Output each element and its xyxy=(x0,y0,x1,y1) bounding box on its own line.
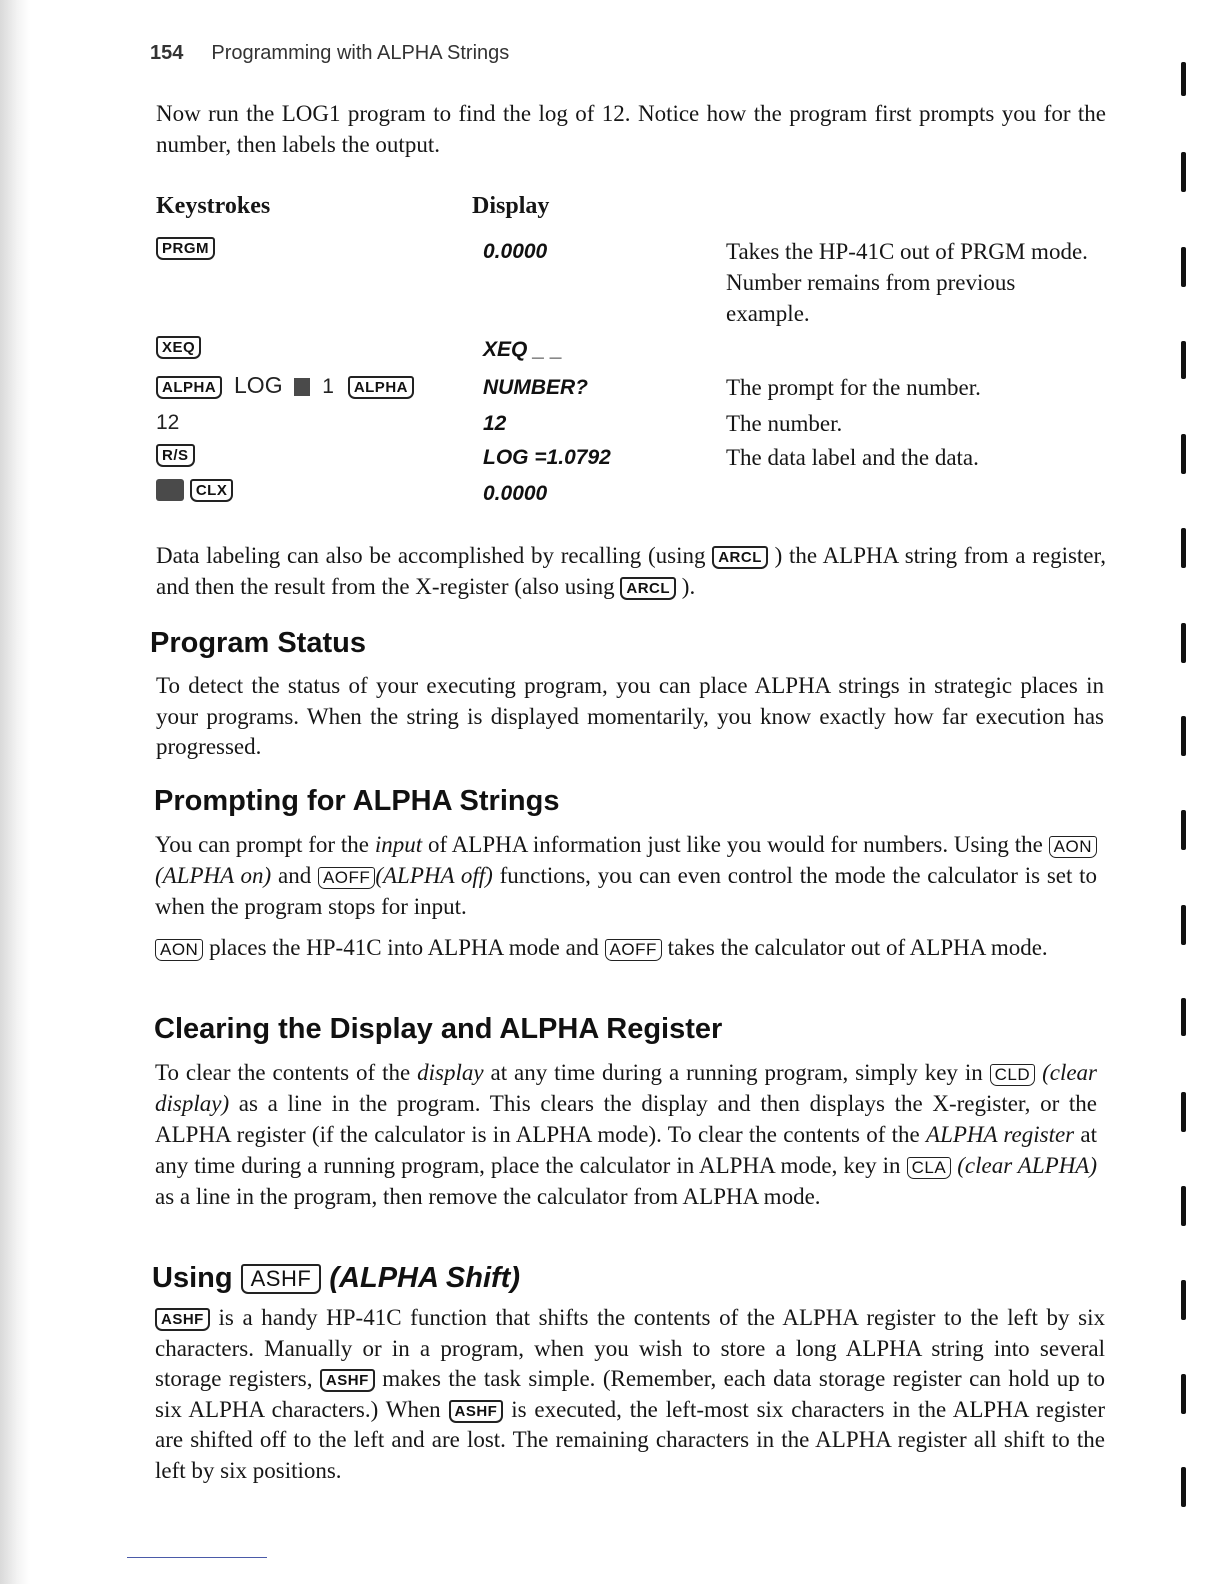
page-number: 154 xyxy=(150,42,184,64)
xeq-key: XEQ xyxy=(156,336,201,359)
display-cell: 0.0000 xyxy=(483,482,548,505)
binding-hole xyxy=(1181,623,1186,663)
keystroke-cell: 12 xyxy=(156,411,180,434)
footnote-rule xyxy=(127,1557,267,1558)
keystroke-cell xyxy=(156,372,414,399)
shift-key-icon xyxy=(294,378,310,396)
labeling-paragraph: Data labeling can also be accomplished by recalling (using ARCL ) the ALPHA string from a register, and then the result from the X-register (also using ARCL ). xyxy=(156,543,1107,599)
intro-paragraph: Now run the LOG1 program to find the log of 12. Notice how the program first prompts you for the number, then labels the output. xyxy=(156,101,1106,157)
alpha-key: ALPHA xyxy=(348,376,414,399)
ashf-key: ASHF xyxy=(320,1369,375,1392)
clearing-heading: Clearing the Display and ALPHA Register xyxy=(154,1013,723,1045)
ashf-key: ASHF xyxy=(241,1264,322,1294)
description-cell: Takes the HP-41C out of PRGM mode. Number remains from previous example. xyxy=(726,239,1088,326)
binding-hole xyxy=(1181,247,1186,287)
binding-hole xyxy=(1181,1280,1186,1320)
binding-hole xyxy=(1181,152,1186,192)
ashf-paragraph: ASHF is a handy HP-41C function that shifts the contents of the ALPHA register to the left by six characters. Manually or in a program, when you wish to store a long ALPHA string into several storage registers, ASHF makes the task simple. (Remember, each data storage register can hold up to six ALPHA characters.) When ASHF is executed, the left-most six characters in the ALPHA register are shifted off to the left and are lost. The remaining characters in the ALPHA register all shift to the left by six positions. xyxy=(155,1305,1106,1483)
ashf-key: ASHF xyxy=(449,1400,504,1423)
prompting-heading: Prompting for ALPHA Strings xyxy=(154,785,560,817)
binding-hole xyxy=(1181,716,1186,756)
description-cell: The number. xyxy=(726,411,843,436)
binding-hole xyxy=(1181,1186,1186,1226)
keystrokes-heading: Keystrokes xyxy=(156,193,271,219)
binding-hole xyxy=(1181,434,1186,474)
keystroke-cell xyxy=(156,335,201,359)
description-cell: The data label and the data. xyxy=(726,445,979,470)
alpha-key: ALPHA xyxy=(156,376,222,399)
binding-hole xyxy=(1181,528,1186,568)
prompting-paragraph-1: You can prompt for the input of ALPHA information just like you would for numbers. Using the AON(ALPHA on) and AOFF (ALPHA off) functions, you can even control the mode the calculator is set to when the program stops for input. xyxy=(155,832,1098,919)
aoff-key: AOFF xyxy=(605,939,662,961)
ashf-heading: Using ASHF (ALPHA Shift) xyxy=(152,1262,520,1294)
keystroke-cell xyxy=(156,478,233,502)
binding-hole xyxy=(1181,905,1186,945)
description-cell: The prompt for the number. xyxy=(726,375,981,400)
arcl-key: ARCL xyxy=(620,577,676,600)
running-title: Programming with ALPHA Strings xyxy=(211,42,510,64)
display-heading: Display xyxy=(472,193,550,219)
binding-hole xyxy=(1181,1092,1186,1132)
binding-hole xyxy=(1181,62,1186,96)
binding-hole xyxy=(1181,810,1186,850)
program-status-paragraph: To detect the status of your executing program, you can place ALPHA strings in strategic places in your programs. When the string is displayed momentarily, you know exactly how far execution has progressed. xyxy=(156,673,1104,759)
cld-key: CLD xyxy=(990,1064,1036,1086)
clx-key: CLX xyxy=(190,479,234,502)
running-header xyxy=(150,42,509,65)
keystroke-digit: 1 xyxy=(322,375,334,398)
cla-key: CLA xyxy=(907,1157,952,1179)
prompting-paragraph-2: AON places the HP-41C into ALPHA mode and AOFF takes the calculator out of ALPHA mode. xyxy=(155,932,1097,963)
clearing-paragraph: To clear the contents of the display at any time during a running program, simply key in CLD (clear display) as a line in the program. This clears the display and then displays the X-register, or the ALPHA register (if the calculator is in ALPHA mode). To clear the contents of the ALPHA register at any time during a running program, place the calculator in ALPHA mode, key in CLA (clear ALPHA) as a line in the program, then remove the calculator from ALPHA mode. xyxy=(155,1060,1098,1209)
display-cell: XEQ _ _ xyxy=(483,338,563,361)
binding-hole xyxy=(1181,1467,1186,1507)
binding-hole xyxy=(1181,1374,1186,1414)
binding-hole xyxy=(1181,998,1186,1036)
binding-hole xyxy=(1181,341,1186,379)
page-left-shadow xyxy=(0,0,30,1584)
keystroke-cell xyxy=(156,443,195,467)
display-cell: 0.0000 xyxy=(483,240,548,263)
page-right-margin xyxy=(1186,0,1224,1584)
aon-key: AON xyxy=(1049,836,1097,858)
aon-key: AON xyxy=(155,939,203,961)
display-cell: NUMBER? xyxy=(483,376,588,399)
display-cell: LOG =1.0792 xyxy=(483,446,611,469)
display-cell: 12 xyxy=(483,412,507,435)
shift-key-icon xyxy=(156,479,184,501)
program-status-heading: Program Status xyxy=(150,627,366,659)
keystroke-cell xyxy=(156,236,215,260)
rs-key: R/S xyxy=(156,444,195,467)
keystroke-text: LOG xyxy=(234,372,283,398)
aoff-key: AOFF xyxy=(318,867,375,889)
prgm-key: PRGM xyxy=(156,237,215,260)
arcl-key: ARCL xyxy=(712,546,768,569)
ashf-key: ASHF xyxy=(155,1308,210,1331)
